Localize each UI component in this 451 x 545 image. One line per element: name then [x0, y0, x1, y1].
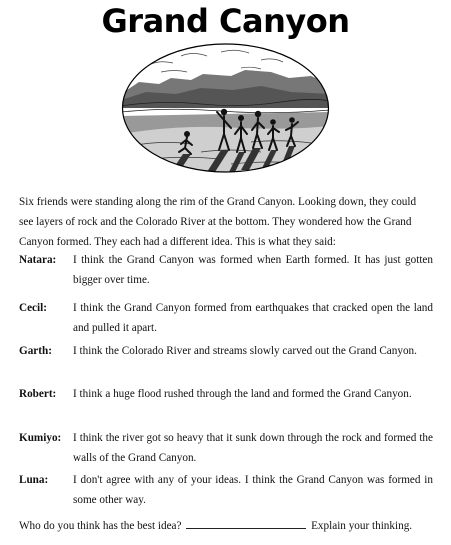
- friend-idea: I think the Grand Canyon was formed when Earth formed. It has just gotten bigger over time.: [73, 254, 433, 286]
- friend-name: Kumiyo:: [19, 432, 62, 444]
- friend-name: Garth:: [19, 345, 52, 357]
- answer-blank[interactable]: [186, 517, 306, 529]
- page-title: Grand Canyon: [101, 2, 350, 40]
- friend-idea: I think the Colorado River and streams slowly carved out the Grand Canyon.: [73, 345, 417, 357]
- friend-idea: I think the river got so heavy that it sunk down through the rock and formed the walls of the Grand Canyon.: [73, 432, 433, 464]
- friend-name: Luna:: [19, 474, 49, 486]
- friend-name: Natara:: [19, 254, 57, 266]
- question-prompt: Who do you think has the best idea?: [19, 520, 182, 532]
- friend-idea: I think the Grand Canyon formed from earthquakes that cracked open the land and pulled it apart.: [73, 302, 433, 334]
- friend-idea: I don't agree with any of your ideas. I think the Grand Canyon was formed in some other way.: [73, 474, 433, 506]
- six-friends-at-canyon-rim-illustration: [121, 42, 330, 174]
- friend-idea: I think a huge flood rushed through the land and formed the Grand Canyon.: [73, 388, 412, 400]
- friend-name: Robert:: [19, 388, 57, 400]
- intro-paragraph: Six friends were standing along the rim of the Grand Canyon. Looking down, they could see layers of rock and the Colorado River at the bottom. They wondered how the Grand Canyon formed. They each had a different idea. This is what they said:: [19, 196, 417, 248]
- question-followup: Explain your thinking.: [311, 520, 413, 532]
- best-idea-question: [19, 516, 433, 536]
- friend-name: Cecil:: [19, 302, 47, 314]
